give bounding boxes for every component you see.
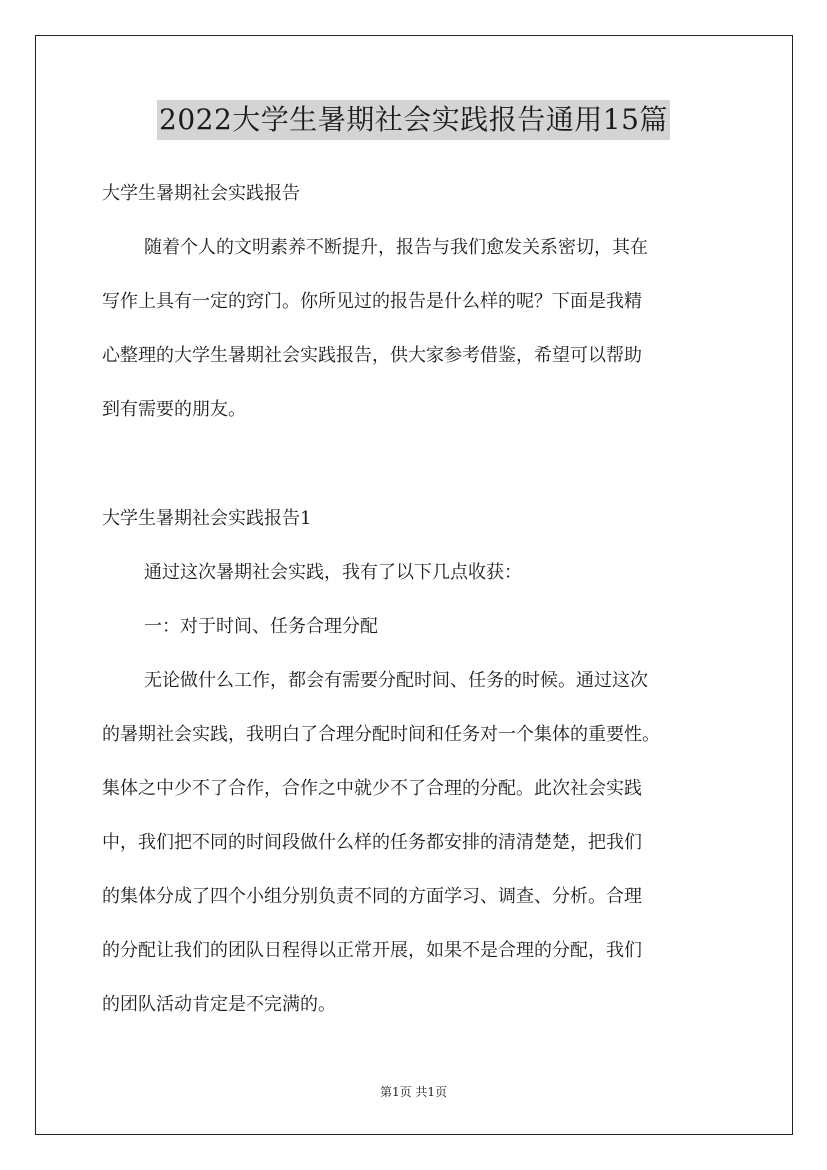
body-line: 中，我们把不同的时间段做什么样的任务都安排的清清楚楚，把我们 [102, 832, 642, 853]
body-line: 的集体分成了四个小组分别负责不同的方面学习、调查、分析。合理 [102, 886, 642, 907]
body-line: 的团队活动肯定是不完满的。 [102, 994, 336, 1015]
report-heading: 大学生暑期社会实践报告1 [102, 508, 312, 529]
intro-line: 随着个人的文明素养不断提升，报告与我们愈发关系密切，其在 [144, 237, 648, 258]
point-heading: 一：对于时间、任务合理分配 [144, 616, 378, 637]
intro-line: 写作上具有一定的窍门。你所见过的报告是什么样的呢？下面是我精 [102, 291, 642, 312]
document-title: 2022大学生暑期社会实践报告通用15篇 [157, 100, 670, 140]
intro-line: 到有需要的朋友。 [102, 399, 246, 420]
section-heading: 大学生暑期社会实践报告 [102, 183, 300, 204]
title-container [0, 100, 827, 140]
body-line: 集体之中少不了合作，合作之中就少不了合理的分配。此次社会实践 [102, 778, 642, 799]
body-line: 的分配让我们的团队日程得以正常开展，如果不是合理的分配，我们 [102, 940, 642, 961]
intro-line: 心整理的大学生暑期社会实践报告，供大家参考借鉴，希望可以帮助 [102, 345, 642, 366]
body-line: 无论做什么工作，都会有需要分配时间、任务的时候。通过这次 [144, 670, 648, 691]
paragraph-line: 通过这次暑期社会实践，我有了以下几点收获： [144, 562, 522, 583]
body-line: 的暑期社会实践，我明白了合理分配时间和任务对一个集体的重要性。 [102, 724, 660, 745]
page-footer: 第1页 共1页 [379, 1085, 448, 1099]
